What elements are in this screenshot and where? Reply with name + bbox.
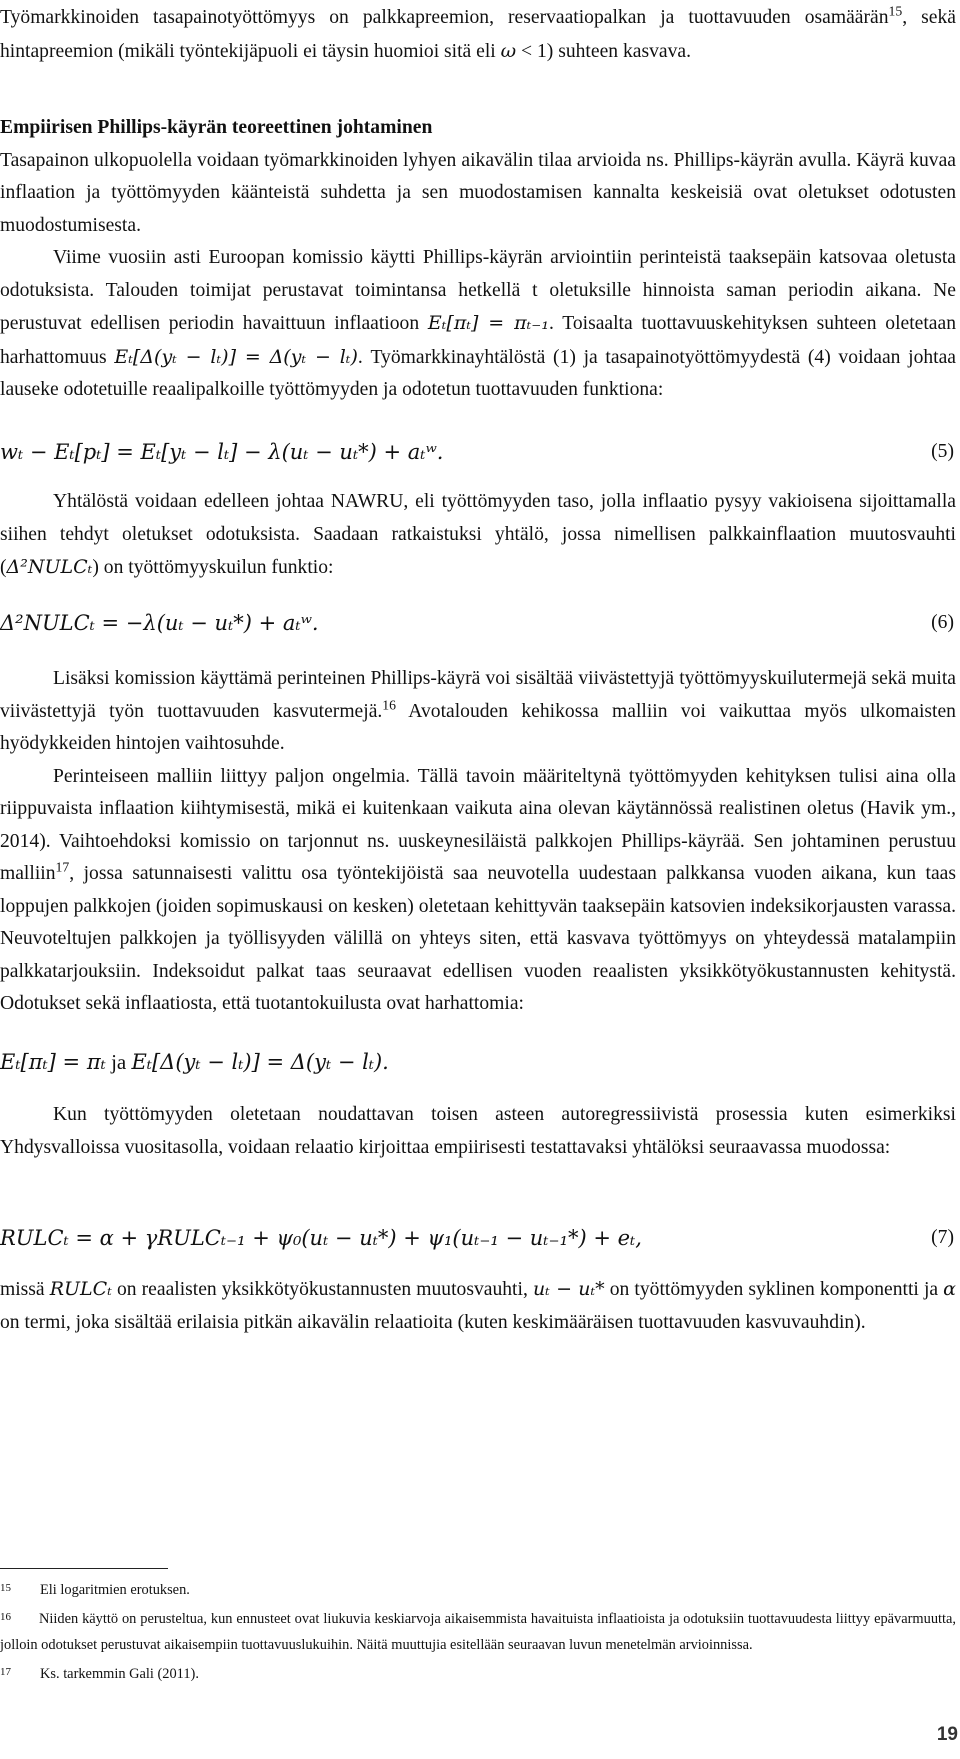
text: Työmarkkinoiden tasapainotyöttömyys on palkkapreemion, reservaatiopalkan ja tuottavuuden osamäärän [0, 7, 889, 28]
equation-formula: Δ²NULCₜ = −λ(uₜ − uₜ*) + aₜʷ. [0, 611, 319, 635]
paragraph-new-keynesian [0, 761, 956, 1021]
footnote-ref-17[interactable]: 17 [55, 859, 70, 875]
paragraph-expectations [0, 242, 956, 407]
footnote-ref-15[interactable]: 15 [888, 3, 903, 19]
paragraph-definitions [0, 1273, 956, 1339]
equation-formula: RULCₜ = α + γRULCₜ₋₁ + ψ₀(uₜ − uₜ*) + ψ₁(uₜ₋₁ − uₜ₋₁*) + eₜ, [0, 1226, 642, 1250]
paragraph-lagged-terms [0, 663, 956, 761]
text: Viime vuosiin asti Euroopan komissio käytti Phillips-käyrän arviointiin perinteistä taaksepäin katsovaa oletusta odotuksista. Talouden toimijat perustavat toimintansa hetkellä t oletuksille hinnoista saman periodin aikana. Ne perustuvat edellisen periodin havaittuun inflaatioon [0, 247, 956, 334]
paragraph-nawru [0, 486, 956, 585]
footnote-15 [0, 1575, 956, 1604]
text: missä [0, 1279, 50, 1300]
text: , sekä hintapreemion (mikäli työntekijäpuoli ei täysin huomioi sitä eli [0, 7, 956, 62]
footnote-16 [0, 1604, 956, 1659]
footnote-text: Eli logaritmien erotuksen. [40, 1582, 190, 1598]
paragraph-phillips-intro: Tasapainon ulkopuolella voidaan työmarkkinoiden lyhyen aikavälin tilaa arvioida ns. Phillips-käyrän avulla. Käyrä kuvaa inflaation ja työttömyyden käänteistä suhdetta ja sen muodostamisen kannalta keskeisiä ovat oletukset odotusten muodostumisesta. [0, 149, 956, 236]
footnote-number: 16 [0, 1610, 11, 1623]
footnote-divider [0, 1568, 168, 1569]
footnote-ref-16[interactable]: 16 [382, 696, 397, 712]
section-traditional-model [0, 663, 956, 1021]
math-inflation-expectation: Eₜ[πₜ] = πₜ₋₁ [427, 312, 549, 334]
footnote-text: Niiden käyttö on perusteltua, kun ennusteet ovat liukuvia keskiarvoja aikaisemmista havaituista inflaatioista ja odotuksiin tuottavuudesta liittyy epävarmuutta, jolloin odotukset perustuvat aikaisempiin tuottavuuslukuihin. Näitä muuttujia esitellään seuraavan luvun menetelmän arvioinnissa. [0, 1610, 956, 1653]
equation-7 [0, 1221, 956, 1255]
math-omega: ω [500, 39, 517, 62]
text: Yhtälöstä voidaan edelleen johtaa NAWRU, eli työttömyyden taso, jolla inflaatio pysyy vakioisena sijoittamalla siihen tehdyt oletukset odotuksista. Saadaan ratkaistuksi yhtälö, jossa nimellisen palkkainflaation muutosvauhti ( [0, 491, 956, 578]
equation-number: (5) [931, 441, 954, 462]
equation-connector: ja [105, 1050, 132, 1074]
math-unemployment-gap: uₜ − uₜ* [532, 1278, 605, 1300]
text: Perinteiseen malliin liittyy paljon ongelmia. Tällä tavoin määriteltynä työttömyyden kehityksen tulisi aina olla riippuvaista inflaation kiihtymisestä, mikä ei kuitenkaan vaikuta aina olevan käytännössä realistinen oletus (Havik ym., 2014). Vaihtoehdoksi komissio on tarjonnut ns. uuskeynesiläistä palkkojen Phillips-käyrää. Sen johtaminen perustuu malliin [0, 765, 956, 884]
equation-left: Eₜ[πₜ] = πₜ [0, 1050, 106, 1074]
equation-right: Eₜ[Δ(yₜ − lₜ)] = Δ(yₜ − lₜ). [131, 1050, 389, 1074]
math-nulc: Δ²NULCₜ [6, 556, 93, 578]
equation-6 [0, 606, 956, 640]
text: , jossa satunnaisesti valittu osa työntekijöistä saa neuvotella uudestaan palkkansa vuoden aikana, kun taas loppujen palkkojen (joiden sopimuskausi on kesken) oletetaan kehittyvän taaksepäin katsovien indeksikorjausten varassa. Neuvoteltujen palkkojen ja työllisyyden välillä on yhteys siten, että kasvava työttömyys on yhteydessä matalampiin palkkatarjouksiin. Indeksoidut palkat taas seuraavat edellisen vuoden reaalisten yksikkötyökustannusten kehitystä. Odotukset sekä inflaatiosta, että tuotantokuilusta ovat harhattomia: [0, 863, 956, 1014]
text: Avotalouden kehikossa malliin voi vaikuttaa myös ulkomaisten hyödykkeiden hintojen vaihtosuhde. [0, 700, 956, 754]
section-phillips [0, 112, 956, 407]
math-alpha: α [943, 1278, 957, 1300]
text: < 1) suhteen kasvava. [516, 40, 691, 62]
text: Lisäksi komission käyttämä perinteinen Phillips-käyrä voi sisältää viivästettyjä työttömyyskuilutermejä sekä muita viivästettyjä työn tuottavuuden kasvutermejä. [0, 668, 956, 722]
equation-number: (7) [931, 1227, 954, 1248]
text: on termi, joka sisältää erilaisia pitkän aikavälin relaatioita (kuten keskimääräisen tuottavuuden kasvuvauhdin). [0, 1311, 866, 1333]
text: . Toisaalta tuottavuuskehityksen suhteen oletetaan harhattomuus [0, 313, 956, 368]
equation-number: (6) [931, 612, 954, 633]
equation-expectations [0, 1045, 956, 1079]
footnote-number: 15 [0, 1582, 11, 1594]
footnotes [0, 1575, 956, 1687]
math-productivity-expectation: Eₜ[Δ(yₜ − lₜ)] = Δ(yₜ − lₜ) [114, 345, 358, 368]
footnote-17 [0, 1659, 956, 1688]
text: Kun työttömyyden oletetaan noudattavan toisen asteen autoregressiivistä prosessia kuten esimerkiksi Yhdysvalloissa vuositasolla, voidaan relaatio kirjoittaa empiirisesti testattavaksi yhtälöksi seuraavassa muodossa: [0, 1104, 956, 1158]
text: . Työmarkkinayhtälöstä (1) ja tasapainotyöttömyydestä (4) voidaan johtaa lauseke odotetuille reaalipalkoille työttömyyden ja odotetun tuottavuuden funktiona: [0, 346, 956, 400]
equation-formula: wₜ − Eₜ[pₜ] = Eₜ[yₜ − lₜ] − λ(uₜ − uₜ*) + aₜʷ. [0, 440, 444, 464]
paragraph-equilibrium [0, 2, 956, 68]
footnote-number: 17 [0, 1665, 11, 1678]
math-rulc: RULCₜ [49, 1278, 112, 1300]
text: ) on työttömyyskuilun funktio: [92, 557, 334, 578]
page-number: 19 [936, 1724, 958, 1745]
text: on työttömyyden syklinen komponentti ja [604, 1279, 944, 1300]
paragraph-autoregressive [0, 1099, 956, 1164]
section-heading: Empiirisen Phillips-käyrän teoreettinen johtaminen [0, 117, 433, 138]
equation-5 [0, 435, 956, 469]
footnote-text: Ks. tarkemmin Gali (2011). [40, 1665, 199, 1682]
text: on reaalisten yksikkötyökustannusten muutosvauhti, [111, 1279, 533, 1300]
